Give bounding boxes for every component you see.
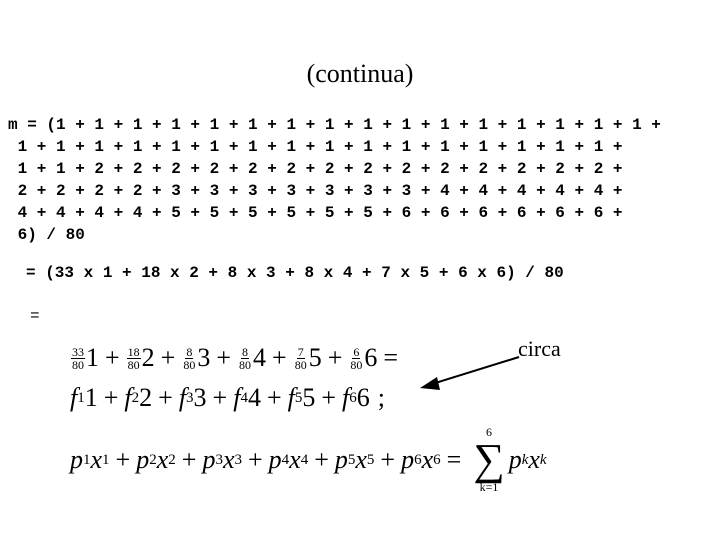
semicolon: ; — [377, 383, 385, 412]
fraction-numerator: 6 — [353, 344, 360, 359]
equals-sign: = — [383, 343, 399, 372]
sum-lower-limit: k=1 — [479, 480, 499, 494]
sigma-symbol: ∑ — [473, 435, 505, 484]
plus-sign: + — [327, 343, 343, 372]
frequency-symbol: f — [233, 383, 241, 412]
plus-sign: + — [103, 383, 119, 412]
fraction-denominator: 80 — [127, 357, 140, 372]
plus-sign: + — [266, 383, 282, 412]
probability-symbol: p — [70, 445, 83, 474]
fraction-denominator: 80 — [239, 357, 252, 372]
slide-title: (continua) — [306, 59, 414, 88]
value-term: 5 — [302, 383, 316, 412]
plus-sign: + — [272, 343, 287, 372]
fraction-denominator: 80 — [72, 357, 84, 372]
probability-symbol: p — [202, 445, 216, 474]
variable-symbol: x — [222, 445, 235, 474]
frequency-symbol: f — [70, 383, 78, 412]
value-term: 1 — [84, 383, 98, 412]
plus-sign: + — [105, 343, 120, 372]
variable-symbol: x — [289, 445, 301, 474]
value-term: 4 — [247, 383, 261, 412]
plus-sign: + — [181, 445, 197, 474]
fraction-numerator: 33 — [72, 344, 84, 359]
fraction-denominator: 80 — [183, 357, 196, 372]
plus-sign: + — [212, 383, 228, 412]
variable-symbol: x — [156, 445, 169, 474]
weighted-sum-line: = (33 x 1 + 18 x 2 + 8 x 3 + 8 x 4 + 7 x 5 + 6 x 6) / 80 — [26, 264, 564, 282]
fraction-numerator: 8 — [242, 344, 249, 359]
value-term: 5 — [308, 343, 322, 372]
probability-symbol: p — [334, 445, 348, 474]
frequency-symbol: f — [342, 383, 350, 412]
probability-symbol: p — [508, 445, 522, 474]
value-term: 6 — [364, 343, 378, 372]
sum-line: 6) / 80 — [8, 226, 85, 244]
fraction-denominator: 80 — [294, 357, 307, 372]
value-term: 3 — [197, 343, 211, 372]
frequency-symbol: f — [287, 383, 295, 412]
plus-sign: + — [115, 445, 131, 474]
fraction-numerator: 8 — [186, 344, 193, 359]
equals-sign: = — [446, 445, 462, 474]
relative-frequency-formula: f 1 1 + f 2 2 + f 3 3 + f 4 4 + f 5 5 + f 6 6 ; — [70, 383, 385, 412]
variable-symbol: x — [355, 445, 367, 474]
variable-symbol: x — [528, 445, 540, 474]
circa-annotation: circa — [518, 336, 561, 361]
equals-sign-line: = — [30, 307, 40, 325]
fraction-denominator: 80 — [350, 357, 363, 372]
sum-line: 4 + 4 + 4 + 4 + 5 + 5 + 5 + 5 + 5 + 5 + 6 + 6 + 6 + 6 + 6 + 6 + — [8, 204, 623, 222]
fraction-numerator: 18 — [127, 344, 140, 359]
plus-sign: + — [380, 445, 396, 474]
value-term: 6 — [356, 383, 370, 412]
value-term: 3 — [193, 383, 207, 412]
frequency-symbol: f — [178, 383, 187, 412]
variable-symbol: x — [90, 445, 103, 474]
sum-line: m = (1 + 1 + 1 + 1 + 1 + 1 + 1 + 1 + 1 + 1 + 1 + 1 + 1 + 1 + 1 + 1 + — [8, 116, 661, 134]
plus-sign: + — [216, 343, 232, 372]
value-term: 1 — [86, 343, 99, 372]
plus-sign: + — [160, 343, 176, 372]
plus-sign: + — [314, 445, 329, 474]
probability-symbol: p — [401, 445, 415, 474]
plus-sign: + — [158, 383, 173, 412]
value-term: 2 — [141, 343, 155, 372]
value-term: 4 — [253, 343, 267, 372]
variable-symbol: x — [421, 445, 434, 474]
plus-sign: + — [321, 383, 337, 412]
probability-symbol: p — [268, 445, 282, 474]
frequency-symbol: f — [124, 383, 132, 412]
sum-line: 1 + 1 + 1 + 1 + 1 + 1 + 1 + 1 + 1 + 1 + 1 + 1 + 1 + 1 + 1 + 1 + — [8, 138, 623, 156]
value-term: 2 — [139, 383, 153, 412]
fraction-numerator: 7 — [297, 344, 304, 359]
probability-symbol: p — [136, 445, 150, 474]
sum-line: 1 + 1 + 2 + 2 + 2 + 2 + 2 + 2 + 2 + 2 + 2 + 2 + 2 + 2 + 2 + 2 + — [8, 160, 623, 178]
plus-sign: + — [247, 445, 263, 474]
probability-sum-formula: p 1 x 1 + p 2 x 2 + p 3 x 3 + p 4 x 4 + p 5 x 5 + p 6 x 6 = 6 ∑ k=1 p k x k — [70, 425, 547, 494]
sum-upper-limit: 6 — [486, 425, 492, 439]
sum-line: 2 + 2 + 2 + 2 + 3 + 3 + 3 + 3 + 3 + 3 + 3 + 4 + 4 + 4 + 4 + 4 + — [8, 182, 623, 200]
